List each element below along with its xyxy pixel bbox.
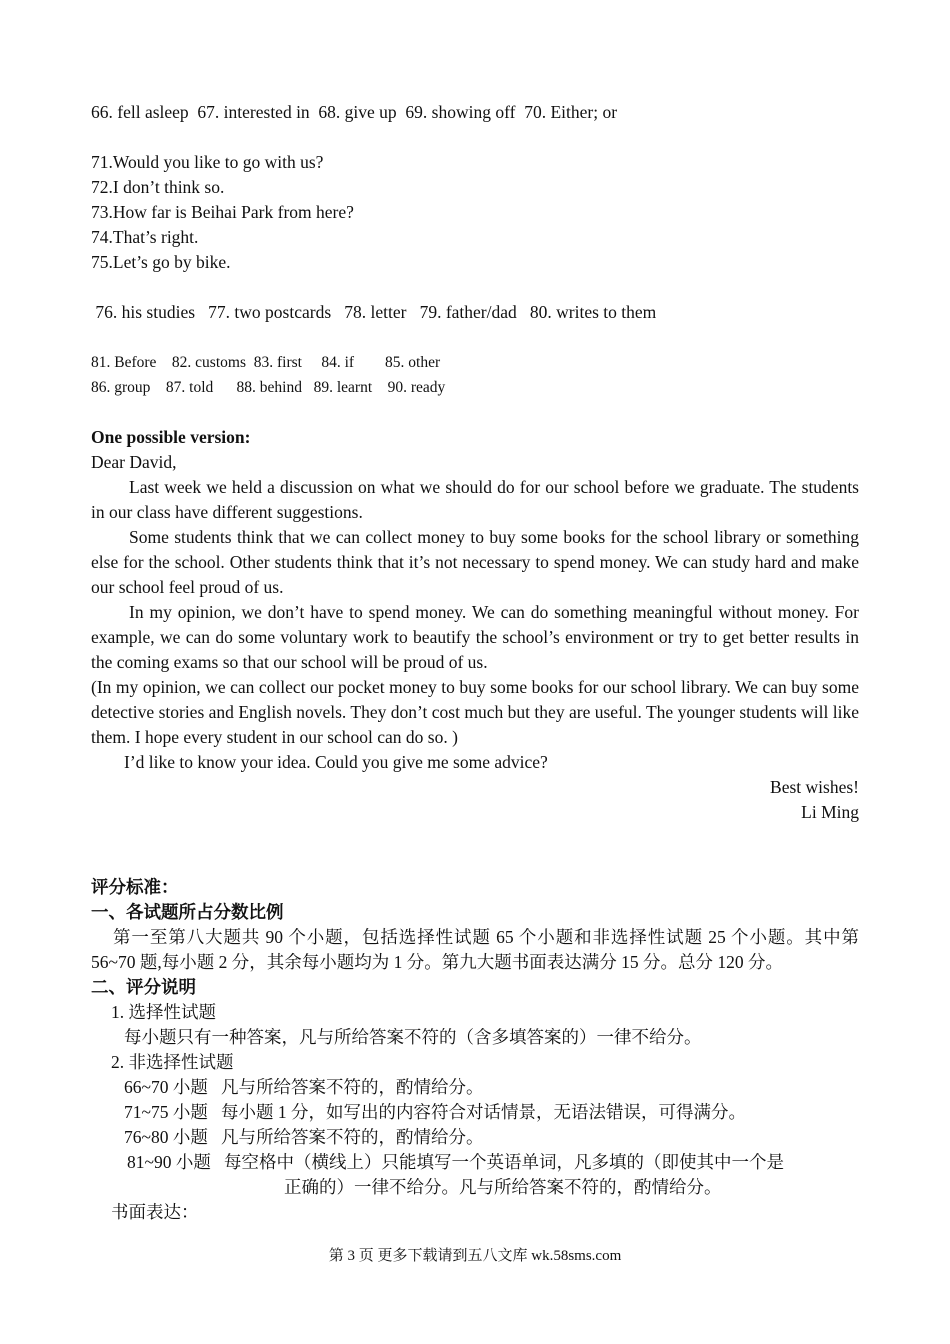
grading-rule-81-90-continued: 正确的）一律不给分。凡与所给答案不符的，酌情给分。 [284,1177,722,1197]
grading-title: 评分标准： [91,877,179,897]
essay-paragraph-4: (In my opinion, we can collect our pocket money to buy some books for our school library. We can buy some detective stories and English novels. They don’t cost much but they are useful. The younger students will like them. I hope every student in our school can do so. ) [91,677,859,747]
essay-greeting: Dear David, [91,452,177,472]
grading-rule-71-75: 71~75 小题 每小题 1 分，如写出的内容符合对话情景，无语法错误，可得满分。 [124,1102,746,1122]
essay-paragraph-2: Some students think that we can collect money to buy some books for the school library or something else for the school. Other students think that it’s not necessary to spend money. We can study hard and make our school feel proud of us. [91,527,859,597]
grading-writing-title: 书面表达： [111,1202,199,1222]
essay-paragraph-1: Last week we held a discussion on what we should do for our school before we graduate. The students in our class have different suggestions. [91,477,859,522]
essay-heading: One possible version: [91,427,251,447]
essay-signature: Li Ming [801,802,859,822]
grading-item-1-text: 每小题只有一种答案，凡与所给答案不符的（含多填答案的）一律不给分。 [124,1027,702,1047]
answer-75: 75.Let’s go by bike. [91,252,231,272]
answer-74: 74.That’s right. [91,227,199,247]
answer-page [91,100,859,1225]
grading-item-2-title: 2. 非选择性试题 [111,1052,234,1072]
answers-81-85: 81. Before 82. customs 83. first 84. if 85. other [91,354,441,371]
grading-section-2-title: 二、评分说明 [91,977,196,997]
essay-paragraph-5: I’d like to know your idea. Could you give me some advice? [124,752,548,772]
essay-paragraph-3: In my opinion, we don’t have to spend money. We can do something meaningful without money. For example, we can do some voluntary work to beautify the school’s environment or try to get better results in the coming exams so that our school will be proud of us. [91,602,859,672]
grading-section-1-title: 一、各试题所占分数比例 [91,902,284,922]
grading-rule-81-90: 81~90 小题 每空格中（横线上）只能填写一个英语单词，凡多填的（即使其中一个是 [127,1152,784,1172]
grading-rule-76-80: 76~80 小题 凡与所给答案不符的，酌情给分。 [124,1127,484,1147]
answer-72: 72.I don’t think so. [91,177,225,197]
essay-closing: Best wishes! [770,777,859,797]
page-footer: 第 3 页 更多下载请到五八文库 wk.58sms.com [328,1248,622,1264]
answer-73: 73.How far is Beihai Park from here? [91,202,354,222]
answers-76-80: 76. his studies 77. two postcards 78. letter 79. father/dad 80. writes to them [91,302,657,322]
grading-rule-66-70: 66~70 小题 凡与所给答案不符的，酌情给分。 [124,1077,484,1097]
answers-66-70: 66. fell asleep 67. interested in 68. give up 69. showing off 70. Either; or [91,102,618,122]
answers-86-90: 86. group 87. told 88. behind 89. learnt 90. ready [91,379,446,396]
answer-71: 71.Would you like to go with us? [91,152,324,172]
grading-item-1-title: 1. 选择性试题 [111,1002,216,1022]
grading-section-1-text: 第一至第八大题共 90 个小题，包括选择性试题 65 个小题和非选择性试题 25 个小题。其中第 56~70 题,每小题 2 分，其余每小题均为 1 分。第九大题书面表达满分 15 分。总分 120 分。 [91,927,859,972]
